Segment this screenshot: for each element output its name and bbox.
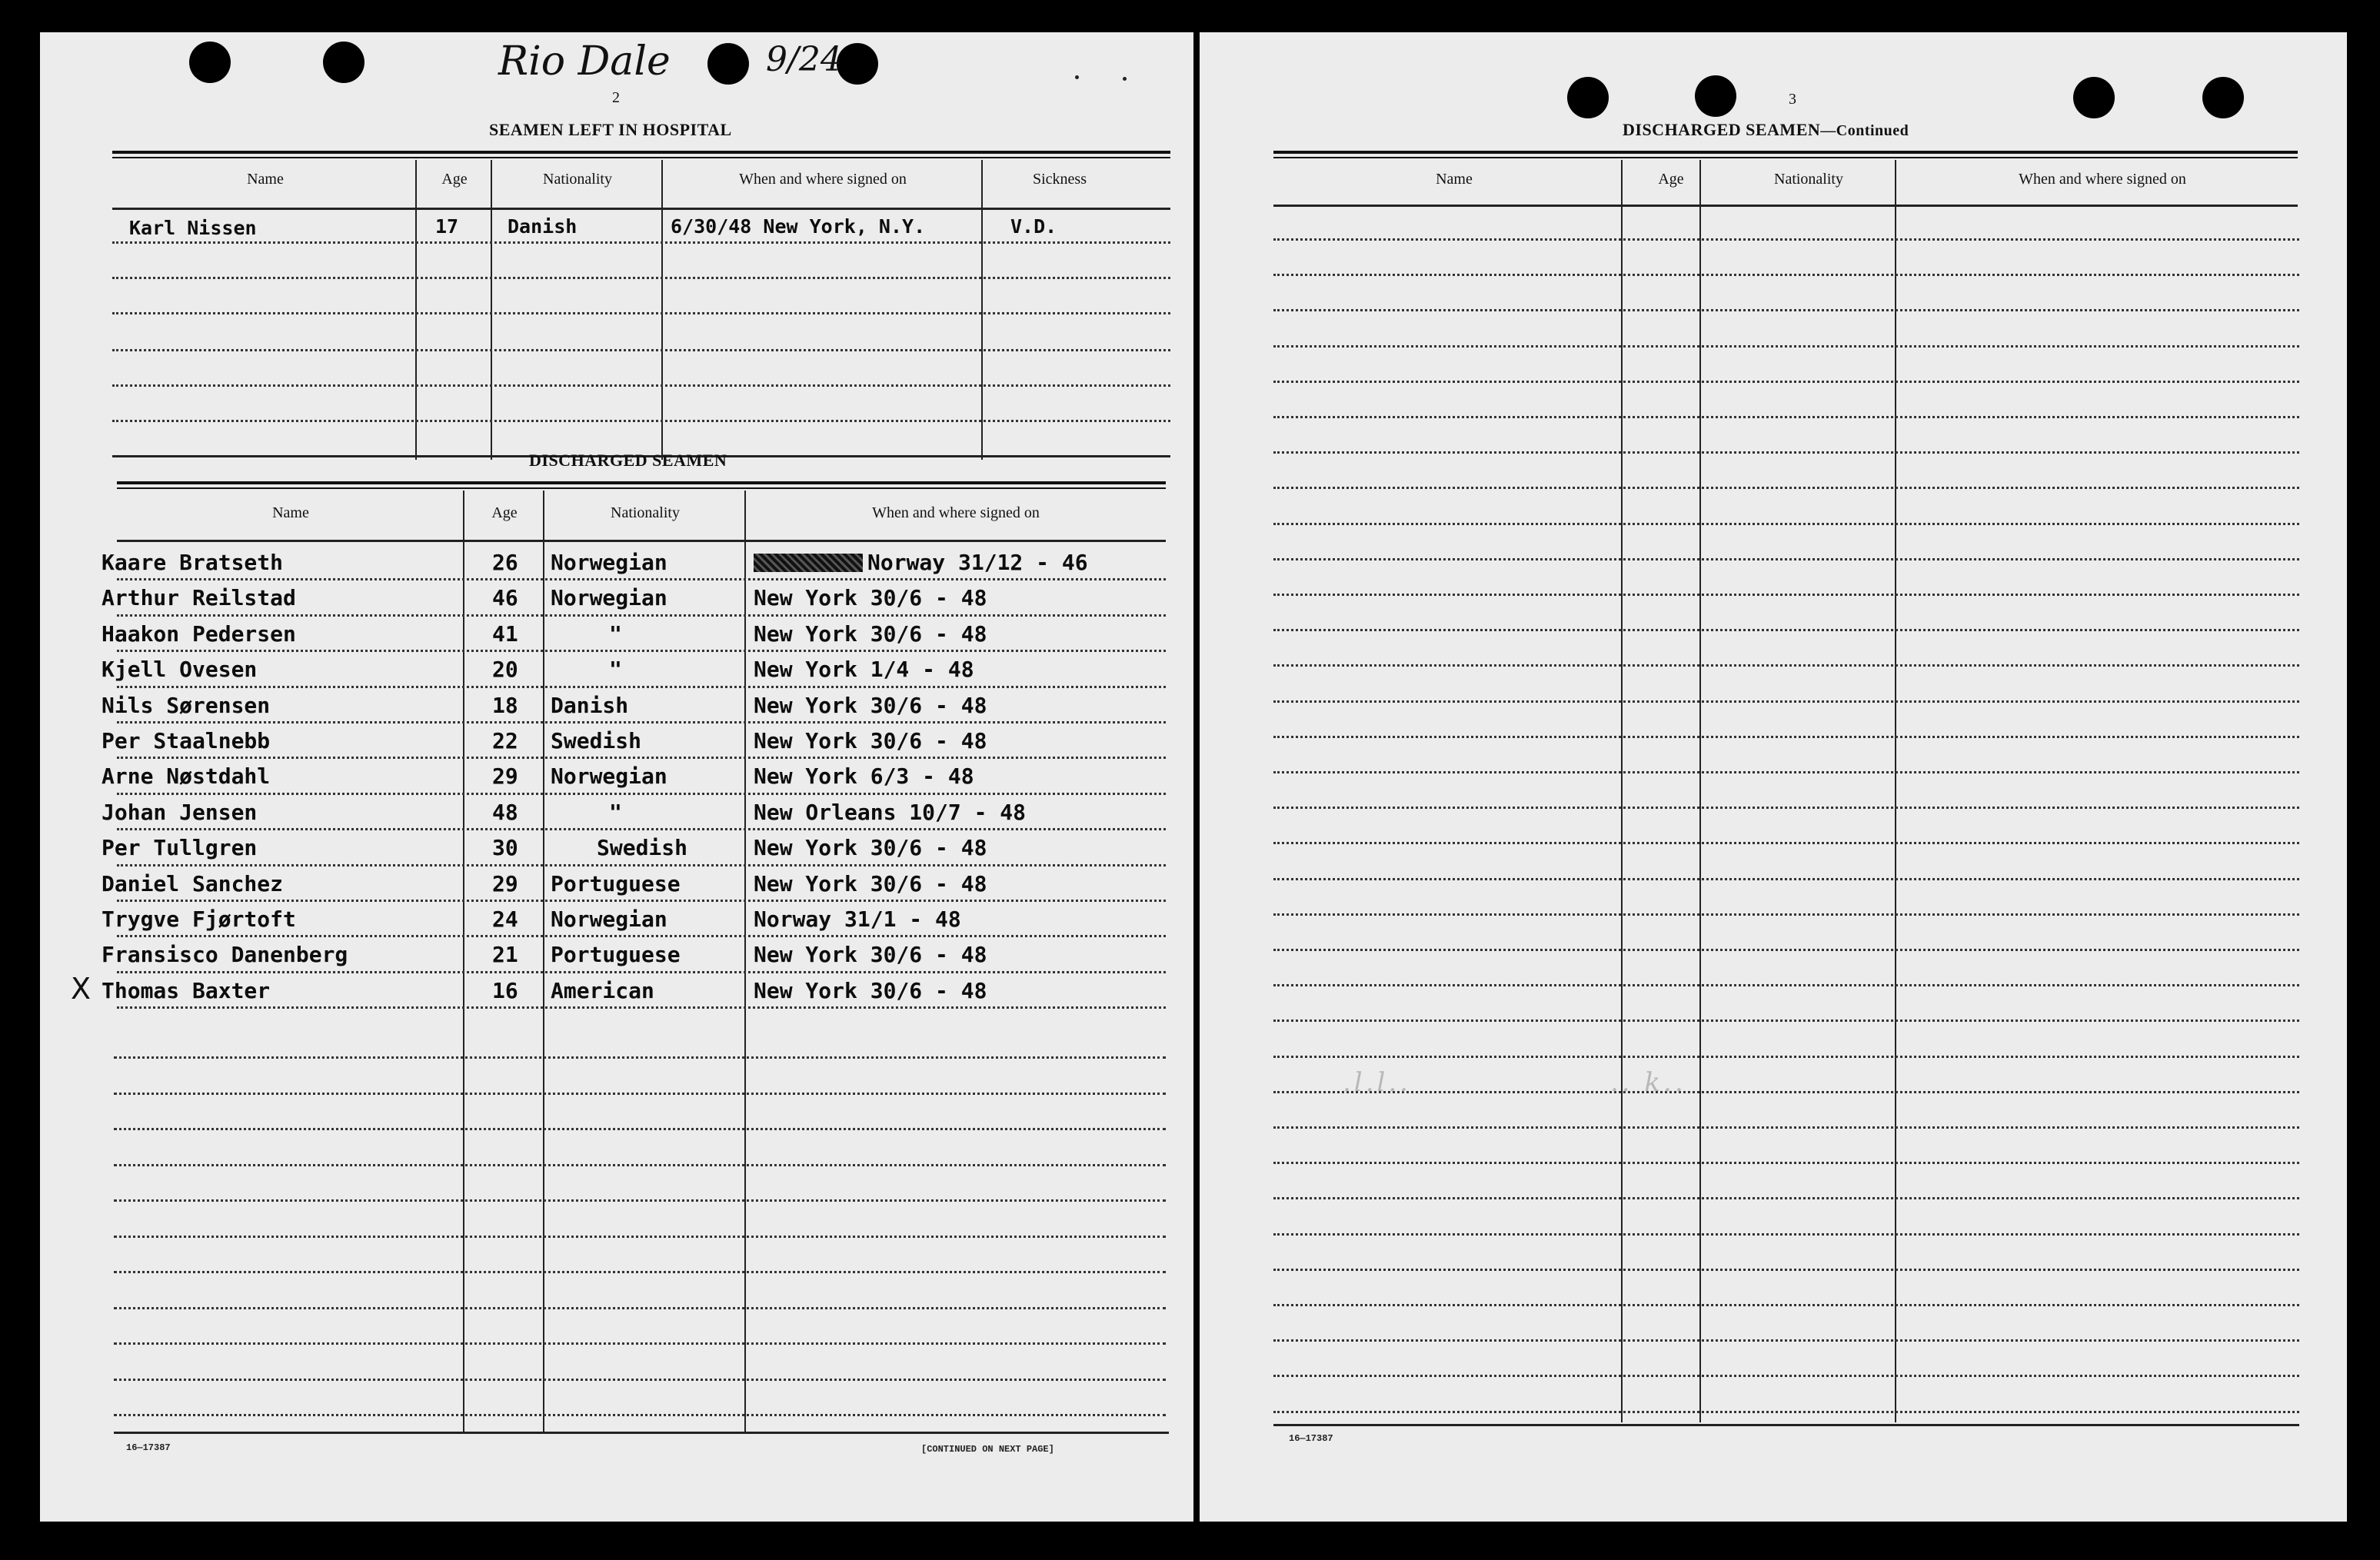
seaman-nationality: Norwegian bbox=[551, 763, 667, 790]
title-suffix: —Continued bbox=[1820, 122, 1909, 139]
discharged-continued-title bbox=[1623, 120, 1909, 140]
page-number: 3 bbox=[1789, 91, 1796, 108]
seaman-name: Thomas Baxter bbox=[102, 977, 271, 1003]
row-rule bbox=[117, 757, 1166, 759]
blank-row-rule bbox=[114, 1307, 1166, 1309]
blank-row-rule bbox=[1273, 1269, 2299, 1271]
col-header-nationality: Nationality bbox=[543, 171, 612, 188]
row-rule bbox=[117, 935, 1166, 937]
punch-hole bbox=[189, 42, 231, 83]
hospital-age: 17 bbox=[435, 215, 459, 238]
title-text: DISCHARGED SEAMEN bbox=[1623, 120, 1821, 139]
punch-hole bbox=[323, 42, 364, 83]
seaman-age: 46 bbox=[492, 585, 518, 611]
row-rule bbox=[117, 721, 1166, 723]
seaman-signed-on: New York 30/6 - 48 bbox=[754, 620, 987, 647]
seaman-signed-on: New York 30/6 - 48 bbox=[754, 942, 987, 968]
seaman-nationality: " bbox=[609, 799, 622, 825]
blank-row-rule bbox=[1273, 1411, 2299, 1413]
seaman-nationality: Portuguese bbox=[551, 870, 681, 896]
seaman-name: Trygve Fjørtoft bbox=[102, 906, 296, 932]
seaman-signed-on: New York 30/6 - 48 bbox=[754, 692, 987, 718]
row-rule bbox=[117, 650, 1166, 652]
row-rule bbox=[117, 1006, 1166, 1009]
seaman-age: 24 bbox=[492, 906, 518, 932]
seaman-signed-on: New York 30/6 - 48 bbox=[754, 728, 987, 753]
seaman-age: 29 bbox=[492, 763, 518, 790]
blank-row-rule bbox=[1273, 451, 2299, 454]
seaman-nationality: " bbox=[609, 657, 622, 683]
punch-hole bbox=[2073, 77, 2115, 118]
seaman-nationality: Swedish bbox=[597, 835, 688, 861]
blank-row-rule bbox=[114, 1236, 1166, 1238]
page-number: 2 bbox=[612, 89, 620, 106]
blank-row-rule bbox=[1273, 1019, 2299, 1022]
section-rule bbox=[1273, 151, 2298, 154]
col-header-name: Name bbox=[1436, 171, 1473, 188]
hospital-sickness: V.D. bbox=[1010, 215, 1057, 238]
punch-hole bbox=[1695, 75, 1736, 117]
seaman-signed-on: New York 30/6 - 48 bbox=[754, 585, 987, 611]
blank-row-rule bbox=[114, 1164, 1166, 1166]
seaman-name: Johan Jensen bbox=[102, 799, 258, 825]
col-header-age: Age bbox=[441, 171, 468, 188]
seaman-name: Fransisco Danenberg bbox=[102, 942, 348, 968]
blank-row-rule bbox=[1273, 1126, 2299, 1129]
signed-on-text: Norway 31/12 - 46 bbox=[867, 550, 1088, 575]
row-rule bbox=[117, 900, 1166, 902]
left-page bbox=[40, 32, 1193, 1522]
blank-row-rule bbox=[1273, 523, 2299, 525]
blank-row-rule bbox=[1273, 381, 2299, 383]
section-rule bbox=[117, 487, 1166, 489]
section-rule bbox=[117, 481, 1166, 484]
blank-row-rule bbox=[1273, 629, 2299, 631]
seaman-nationality: Danish bbox=[551, 692, 629, 718]
seaman-age: 22 bbox=[492, 728, 518, 753]
col-header-sickness: Sickness bbox=[1033, 171, 1087, 188]
section-rule bbox=[112, 151, 1170, 154]
seaman-signed-on: New Orleans 10/7 - 48 bbox=[754, 799, 1027, 825]
seaman-age: 21 bbox=[492, 942, 518, 968]
handwritten-date: 9/24 bbox=[766, 40, 842, 79]
blank-row-rule bbox=[1273, 1056, 2299, 1058]
seaman-nationality: Swedish bbox=[551, 728, 642, 753]
seaman-name: Arne Nøstdahl bbox=[102, 763, 271, 790]
right-page bbox=[1200, 32, 2347, 1522]
col-header-nationality: Nationality bbox=[611, 504, 680, 521]
seaman-age: 20 bbox=[492, 657, 518, 683]
blank-row-rule bbox=[1273, 274, 2299, 276]
hospital-signed-on: 6/30/48 New York, N.Y. bbox=[671, 215, 926, 238]
seaman-signed-on: New York 30/6 - 48 bbox=[754, 870, 987, 896]
col-header-nationality: Nationality bbox=[1774, 171, 1843, 188]
handwritten-vessel-name: Rio Dale bbox=[498, 38, 671, 85]
seaman-age: 41 bbox=[492, 620, 518, 647]
seaman-name: Kjell Ovesen bbox=[102, 657, 258, 683]
seaman-nationality: Portuguese bbox=[551, 942, 681, 968]
seaman-name: Per Staalnebb bbox=[102, 728, 271, 753]
form-number: 16—17387 bbox=[1289, 1433, 1333, 1444]
col-header-age: Age bbox=[491, 504, 518, 521]
seaman-name: Haakon Pedersen bbox=[102, 620, 296, 647]
seaman-age: 16 bbox=[492, 977, 518, 1003]
seaman-signed-on: Norway 31/1 - 48 bbox=[754, 906, 961, 932]
blank-row-rule bbox=[114, 1342, 1166, 1345]
seaman-name: Per Tullgren bbox=[102, 835, 258, 861]
blank-row-rule bbox=[1273, 594, 2299, 596]
blank-row-rule bbox=[1273, 1375, 2299, 1377]
blank-row-rule bbox=[1273, 771, 2299, 773]
seaman-nationality: American bbox=[551, 977, 654, 1003]
section-rule bbox=[1273, 157, 2298, 158]
hospital-nationality: Danish bbox=[508, 215, 578, 238]
discharged-section-title: DISCHARGED SEAMEN bbox=[529, 451, 727, 470]
blank-row-rule bbox=[1273, 807, 2299, 809]
blank-row-rule bbox=[1273, 487, 2299, 489]
bleed-through-mark: .. k.. bbox=[1610, 1067, 1686, 1098]
form-number: 16—17387 bbox=[126, 1442, 171, 1453]
blank-row-rule bbox=[1273, 664, 2299, 667]
blank-row-rule bbox=[1273, 558, 2299, 560]
blank-row-rule bbox=[1273, 1304, 2299, 1306]
seaman-name: Daniel Sanchez bbox=[102, 870, 284, 896]
col-header-name: Name bbox=[247, 171, 284, 188]
seaman-name: Nils Sørensen bbox=[102, 692, 271, 718]
punch-hole bbox=[707, 43, 749, 85]
row-rule bbox=[117, 864, 1166, 866]
blank-row-rule bbox=[1273, 1091, 2299, 1093]
blank-row-rule bbox=[114, 1093, 1166, 1095]
seaman-name: Kaare Bratseth bbox=[102, 550, 284, 575]
struck-out-text bbox=[754, 554, 863, 572]
row-rule bbox=[117, 828, 1166, 830]
blank-row-rule bbox=[1273, 984, 2299, 986]
seaman-age: 26 bbox=[492, 550, 518, 575]
col-header-signed-on: When and where signed on bbox=[2019, 171, 2186, 188]
blank-row-rule bbox=[1273, 700, 2299, 703]
seaman-signed-on: New York 6/3 - 48 bbox=[754, 763, 974, 790]
section-rule bbox=[112, 157, 1170, 158]
punch-hole bbox=[2202, 77, 2244, 118]
row-rule bbox=[117, 578, 1166, 580]
seaman-signed-on: New York 30/6 - 48 bbox=[754, 835, 987, 861]
blank-row-rule bbox=[1273, 736, 2299, 738]
seaman-age: 48 bbox=[492, 799, 518, 825]
seaman-nationality: Norwegian bbox=[551, 906, 667, 932]
seaman-age: 18 bbox=[492, 692, 518, 718]
blank-row-rule bbox=[114, 1414, 1166, 1416]
blank-row-rule bbox=[1273, 416, 2299, 418]
seaman-age: 30 bbox=[492, 835, 518, 861]
row-mark: X bbox=[71, 972, 92, 1006]
hospital-name: Karl Nissen bbox=[129, 217, 257, 239]
col-header-name: Name bbox=[272, 504, 309, 521]
blank-row-rule bbox=[114, 1199, 1166, 1202]
blank-row-rule bbox=[1273, 842, 2299, 844]
seaman-name: Arthur Reilstad bbox=[102, 585, 296, 611]
blank-row-rule bbox=[114, 1128, 1166, 1130]
blank-row-rule bbox=[1273, 1162, 2299, 1164]
blank-row-rule bbox=[1273, 1197, 2299, 1199]
row-rule bbox=[117, 793, 1166, 795]
punch-hole bbox=[1567, 77, 1609, 118]
blank-row-rule bbox=[1273, 878, 2299, 880]
seaman-nationality: " bbox=[609, 620, 622, 647]
blank-row-rule bbox=[1273, 1233, 2299, 1236]
blank-row-rule bbox=[1273, 238, 2299, 241]
row-rule bbox=[117, 614, 1166, 617]
seaman-age: 29 bbox=[492, 870, 518, 896]
col-header-age: Age bbox=[1658, 171, 1684, 188]
seaman-nationality: Norwegian bbox=[551, 550, 667, 575]
blank-row-rule bbox=[1273, 1339, 2299, 1342]
row-rule bbox=[117, 686, 1166, 688]
col-header-signed-on: When and where signed on bbox=[872, 504, 1040, 521]
seaman-nationality: Norwegian bbox=[551, 585, 667, 611]
continued-note: [CONTINUED ON NEXT PAGE] bbox=[921, 1444, 1054, 1455]
row-rule bbox=[117, 971, 1166, 973]
seaman-signed-on: New York 30/6 - 48 bbox=[754, 977, 987, 1003]
bleed-through-mark: .l.l.. bbox=[1343, 1067, 1411, 1098]
blank-row-rule bbox=[1273, 913, 2299, 916]
seaman-signed-on: New York 1/4 - 48 bbox=[754, 657, 974, 683]
blank-row-rule bbox=[1273, 345, 2299, 348]
seaman-signed-on bbox=[754, 552, 1088, 574]
hospital-section-title: SEAMEN LEFT IN HOSPITAL bbox=[489, 120, 732, 139]
blank-row-rule bbox=[1273, 949, 2299, 951]
blank-row-rule bbox=[114, 1056, 1166, 1059]
col-header-signed-on: When and where signed on bbox=[739, 171, 907, 188]
punch-hole bbox=[837, 43, 878, 85]
blank-row-rule bbox=[114, 1379, 1166, 1381]
blank-row-rule bbox=[1273, 309, 2299, 311]
blank-row-rule bbox=[114, 1271, 1166, 1273]
